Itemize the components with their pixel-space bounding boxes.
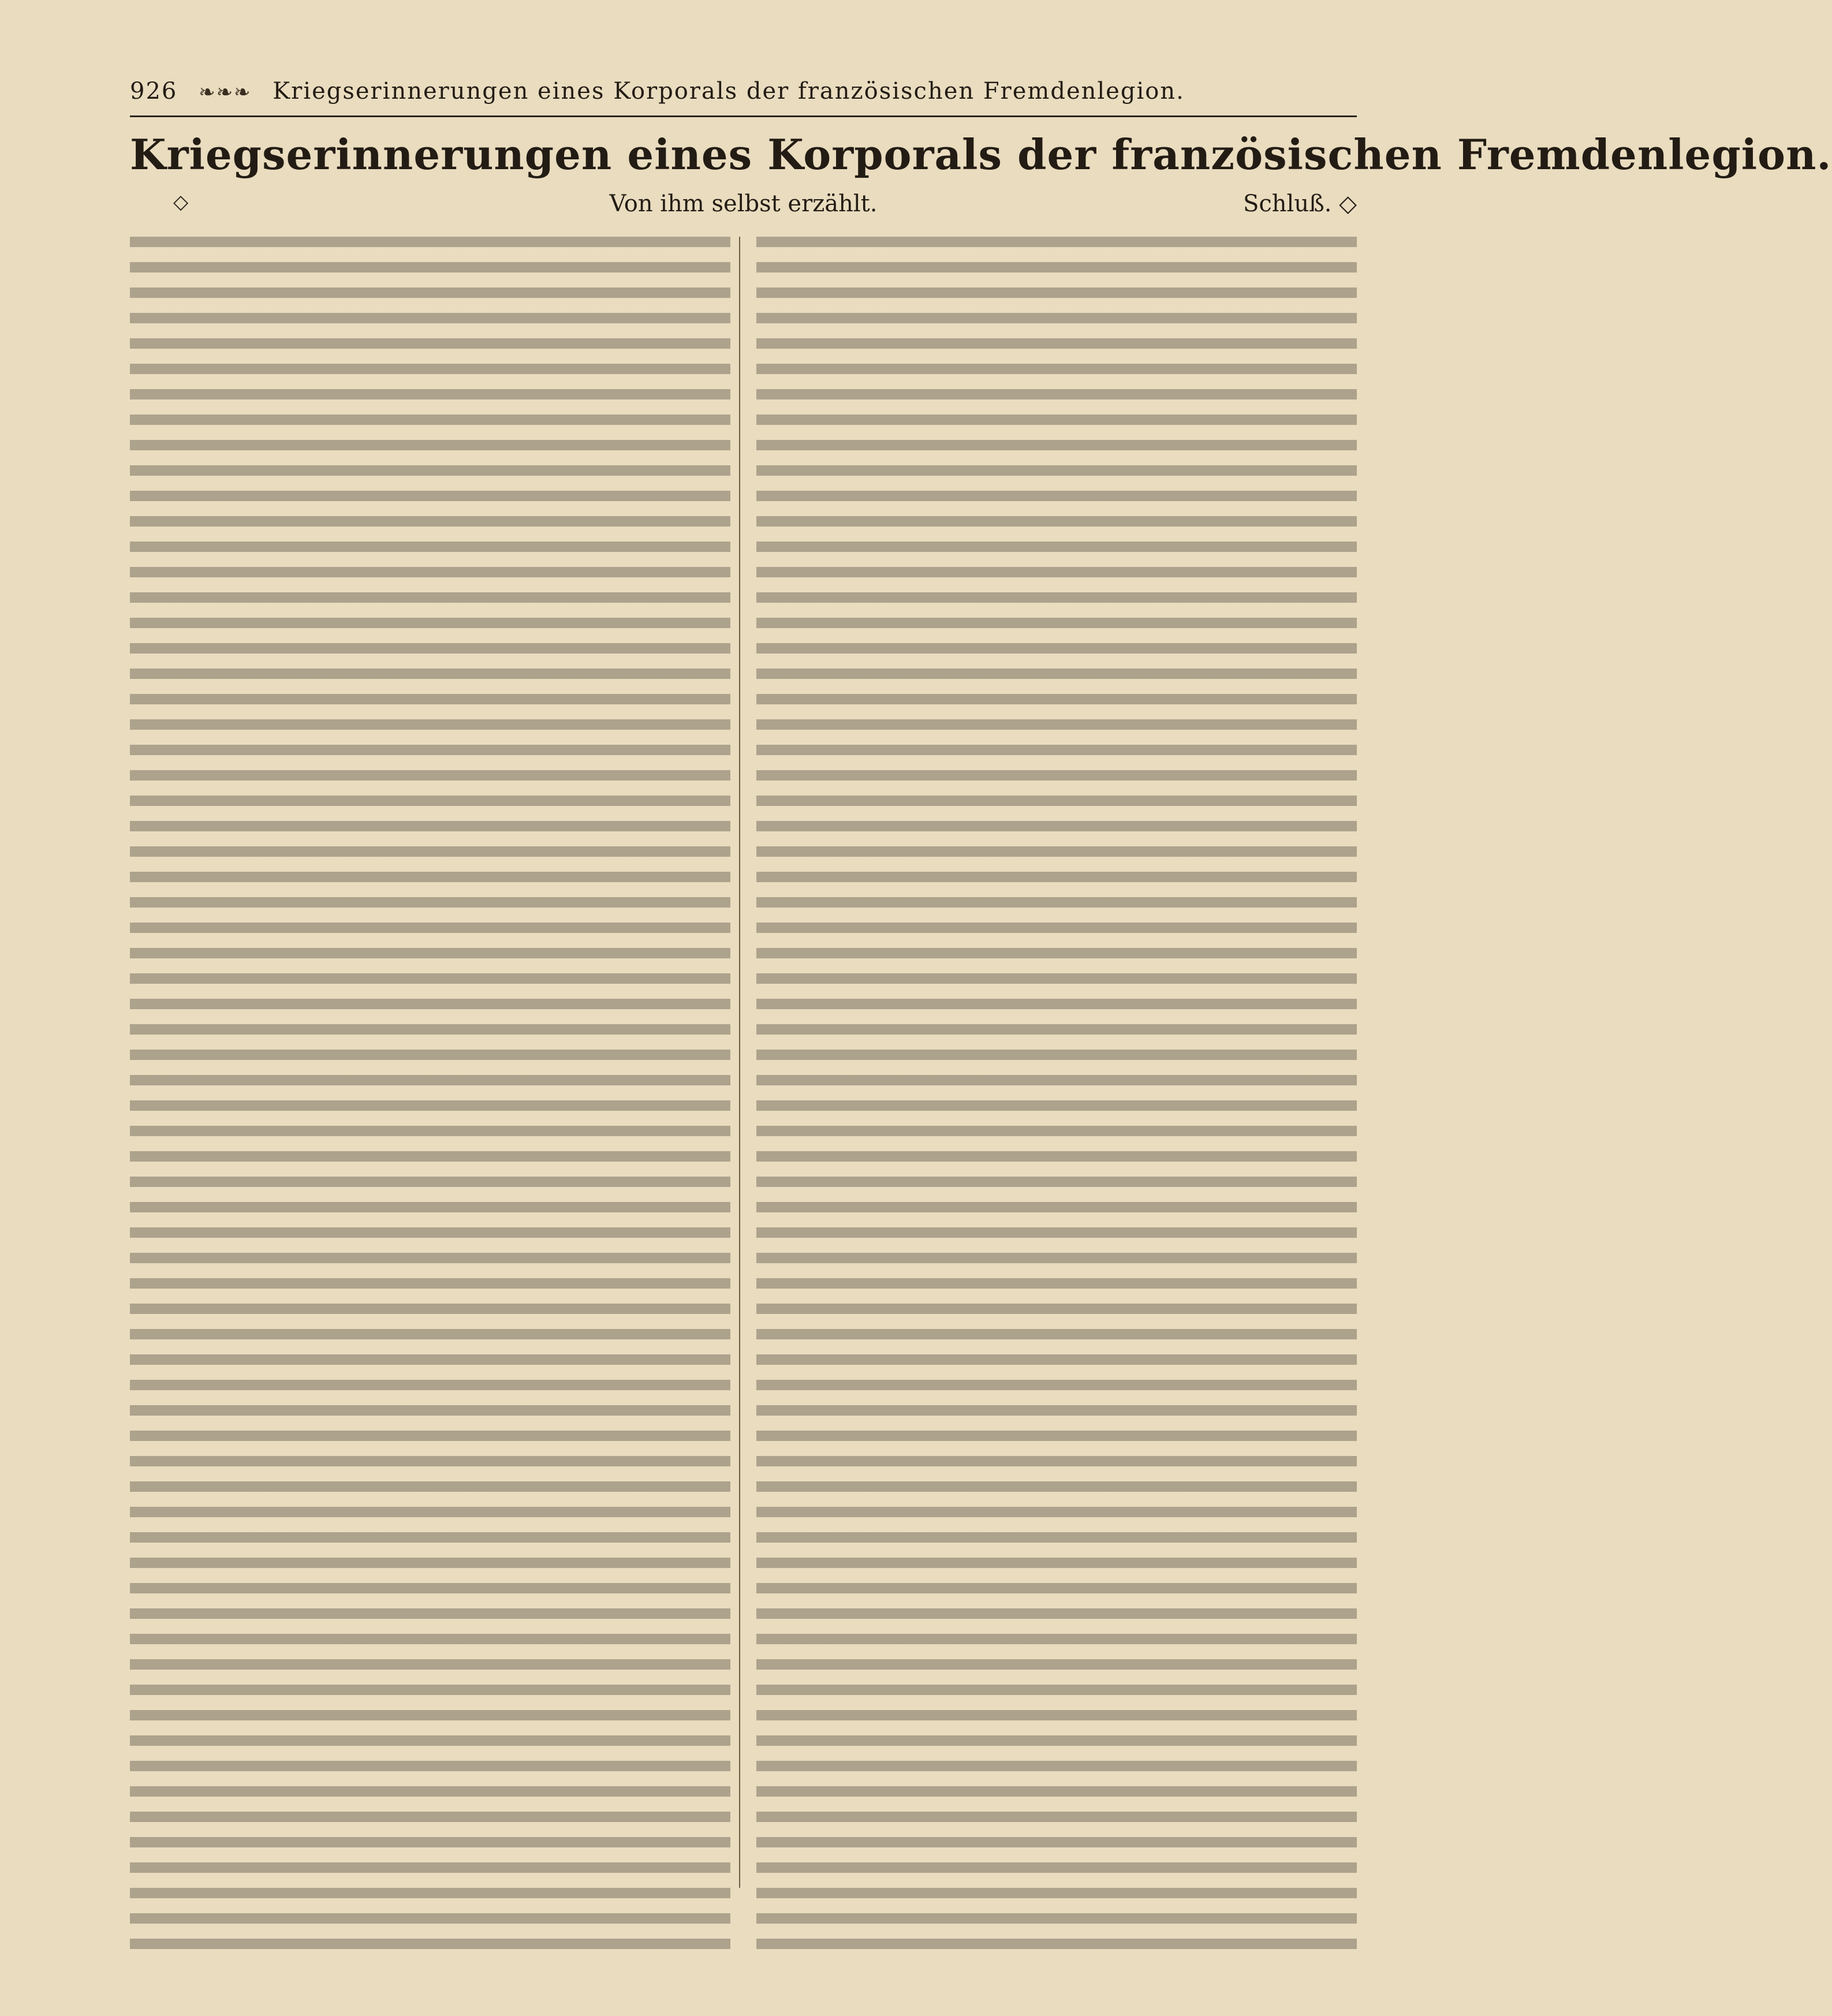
column-divider xyxy=(739,237,740,1888)
diamond-ornament-icon: ◇ xyxy=(173,191,189,214)
running-head xyxy=(130,78,1279,104)
article-subtitle: Von ihm selbst erzählt. xyxy=(609,191,878,217)
part-marker: Schluß. ◇ xyxy=(1243,191,1357,217)
column-right xyxy=(756,237,1357,1957)
running-head-title: Kriegserinnerungen eines Korporals der französischen Fremdenlegion. xyxy=(273,78,1185,104)
column-left xyxy=(130,237,730,1957)
article-title: Kriegserinnerungen eines Korporals der französischen Fremdenlegion. xyxy=(130,130,1832,179)
page-number: 926 xyxy=(130,78,178,104)
header-rule xyxy=(130,115,1357,117)
body-text-placeholder xyxy=(756,237,1357,1957)
subtitle-row xyxy=(130,191,1357,223)
body-text-placeholder xyxy=(130,237,730,1957)
running-head-ornament: ❧❧❧ xyxy=(199,81,252,104)
